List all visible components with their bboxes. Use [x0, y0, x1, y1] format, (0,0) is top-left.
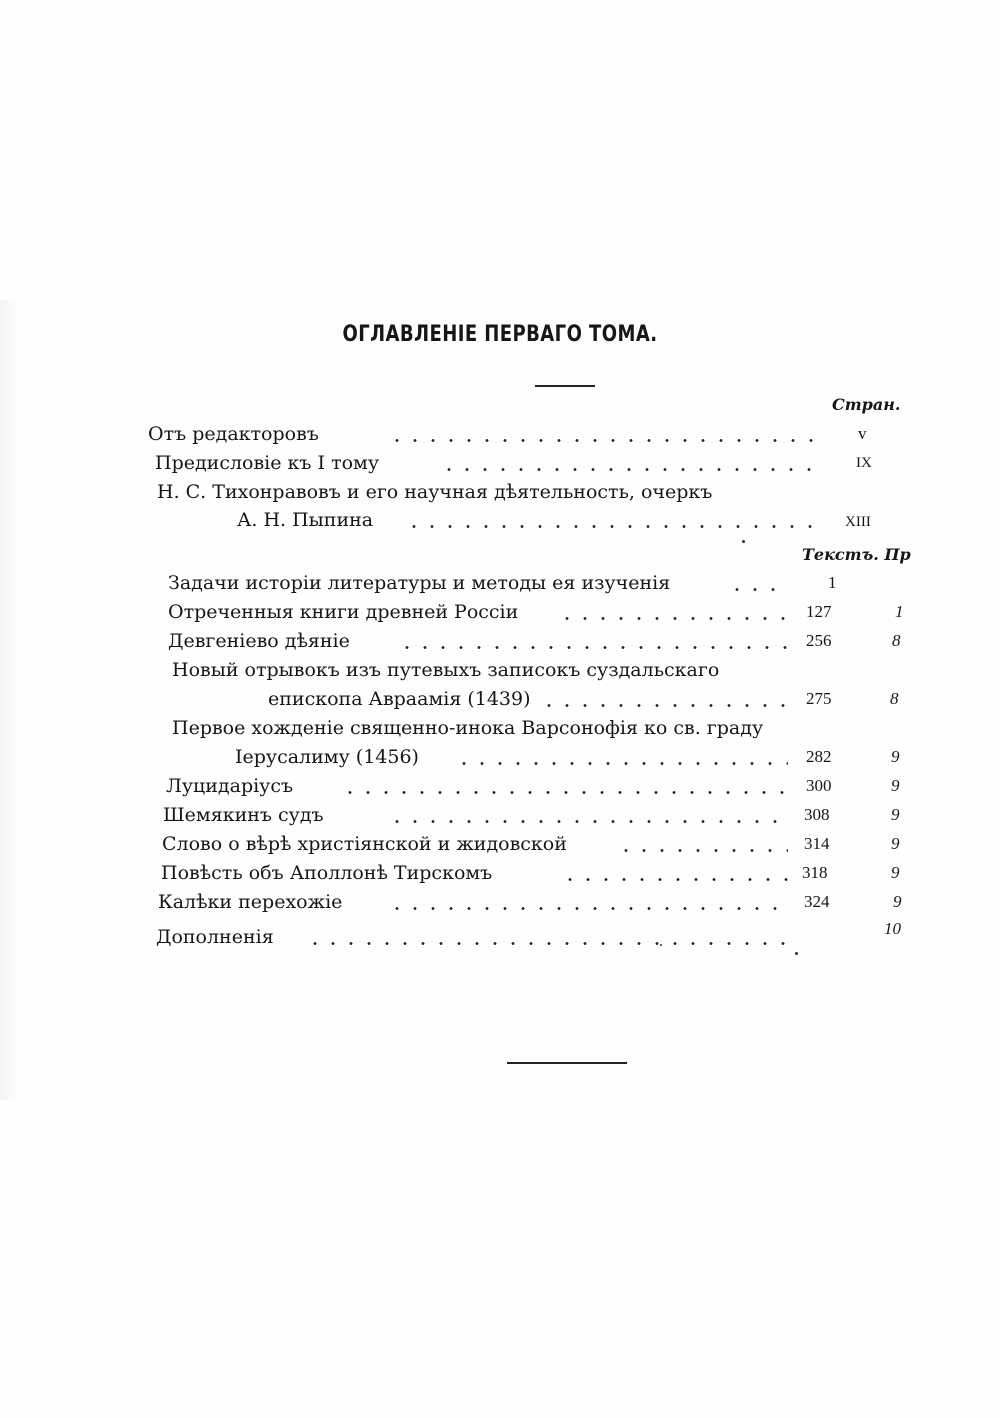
- toc-text-page: 308: [804, 805, 830, 824]
- toc-entry: [268, 684, 788, 714]
- toc-entry-label: Повѣсть объ Аполлонѣ Тирскомъ: [161, 862, 496, 884]
- toc-text-page: 127: [806, 602, 832, 621]
- toc-pr-page: 8: [890, 689, 899, 708]
- toc-entry-label: Дополненія: [156, 926, 278, 948]
- toc-text-page: 314: [804, 834, 830, 853]
- dot-leader: [341, 791, 788, 794]
- toc-pr-page: 9: [891, 747, 900, 766]
- toc-entry-pypin: [237, 505, 818, 535]
- toc-pr-page: 9: [891, 776, 900, 795]
- toc-pr-page: 9: [891, 834, 900, 853]
- scan-shadow: [0, 300, 20, 1100]
- toc-entry: [161, 858, 788, 888]
- page-title: ОГЛАВЛЕНІЕ ПЕРВАГО ТОМА.: [342, 322, 658, 347]
- dot-leader: [440, 468, 818, 471]
- dot-leader: [405, 525, 818, 528]
- toc-pr-page: 9: [891, 805, 900, 824]
- toc-entry: [168, 568, 788, 598]
- toc-entry: [158, 887, 788, 917]
- column-header-page: Стран.: [832, 395, 901, 414]
- toc-entry: [172, 655, 792, 685]
- toc-entry-label: Отъ редакторовъ: [148, 423, 323, 445]
- dot-leader: [558, 617, 788, 620]
- closing-rule: [507, 1062, 627, 1064]
- toc-text-page: 300: [806, 776, 832, 795]
- column-header-text: Текстъ. Пр: [802, 545, 911, 564]
- toc-entry-label: епископа Авраамія (1439): [268, 688, 535, 710]
- toc-text-page: 282: [806, 747, 832, 766]
- toc-entry: [168, 597, 788, 627]
- toc-entry-tikhonravov: [157, 477, 797, 507]
- scan-speck: [742, 540, 745, 543]
- dot-leader: [540, 704, 788, 707]
- toc-page-number: XIII: [845, 514, 871, 530]
- toc-text-page: 318: [802, 863, 828, 882]
- toc-pr-page: 10: [884, 919, 901, 938]
- toc-entry: [168, 626, 788, 656]
- toc-entry-label: А. Н. Пыпина: [237, 509, 377, 531]
- toc-entry-label: Задачи исторіи литературы и методы ея изученія: [168, 572, 674, 594]
- toc-entry-label: Девгеніево дѣяніе: [168, 630, 354, 652]
- toc-entry: [172, 713, 792, 743]
- toc-entry-label: Отреченныя книги древней Россіи: [168, 601, 522, 623]
- toc-entry-label: Шемякинъ судъ: [163, 804, 328, 826]
- toc-entry-label: Предисловіе къ I тому: [155, 452, 383, 474]
- dot-leader: [388, 820, 788, 823]
- toc-pr-page: 9: [893, 892, 902, 911]
- toc-entry-label: Первое хожденіе священно-инока Варсонофія ко св. граду: [172, 717, 767, 739]
- scan-speck: [660, 944, 662, 946]
- toc-entry-label: Іерусалиму (1456): [235, 746, 423, 768]
- toc-page-number: IX: [856, 455, 872, 471]
- dot-leader: [398, 646, 788, 649]
- toc-entry-editors: [148, 419, 818, 449]
- toc-pr-page: 1: [895, 602, 904, 621]
- toc-entry: [166, 771, 788, 801]
- toc-pr-page: 8: [892, 631, 901, 650]
- toc-text-page: 324: [804, 892, 830, 911]
- toc-pr-page: 9: [891, 863, 900, 882]
- dot-leader: [617, 849, 788, 852]
- dot-leader: [728, 588, 788, 591]
- toc-entry: [235, 742, 788, 772]
- scan-speck: [795, 952, 798, 955]
- toc-page-number: v: [858, 424, 867, 443]
- dot-leader: [561, 878, 788, 881]
- toc-entry: [156, 922, 788, 952]
- toc-text-page: 256: [806, 631, 832, 650]
- toc-entry-label: Слово о вѣрѣ христіянской и жидовской: [162, 833, 571, 855]
- toc-entry-label: Калѣки перехожіе: [158, 891, 346, 913]
- toc-entry-preface: [155, 448, 818, 478]
- dot-leader: [388, 907, 788, 910]
- dot-leader: [306, 942, 788, 945]
- toc-entry-label: Новый отрывокъ изъ путевыхъ записокъ суздальскаго: [172, 659, 723, 681]
- title-rule: [535, 385, 595, 387]
- toc-text-page: 275: [806, 689, 832, 708]
- toc-text-page: 1: [828, 573, 837, 592]
- toc-entry: [163, 800, 788, 830]
- dot-leader: [388, 439, 818, 442]
- toc-entry: [162, 829, 788, 859]
- dot-leader: [455, 762, 788, 765]
- toc-entry-label: Луцидаріусъ: [166, 775, 297, 797]
- toc-entry-label: Н. С. Тихонравовъ и его научная дѣятельность, очеркъ: [157, 481, 716, 503]
